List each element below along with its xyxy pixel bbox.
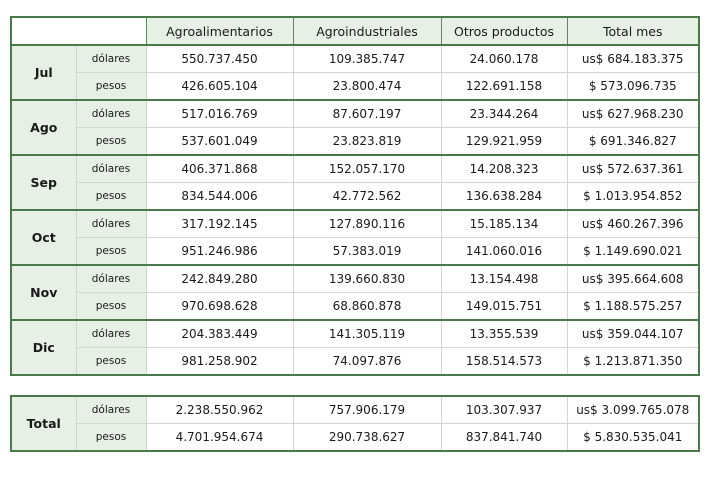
table-row	[11, 293, 699, 321]
total-pesos-row	[11, 424, 699, 452]
table-row	[11, 238, 699, 266]
monthly-exports-table	[10, 16, 700, 376]
cell-dolares-agroindustriales: 139.660.830	[293, 265, 441, 293]
cell-pesos-agroindustriales: 42.772.562	[293, 183, 441, 211]
cell-pesos-otros: 122.691.158	[441, 73, 567, 101]
cell-pesos-total: $ 1.188.575.257	[567, 293, 699, 321]
total-dolares-agroalimentarios: 2.238.550.962	[146, 396, 293, 424]
cell-pesos-agroalimentarios: 426.605.104	[146, 73, 293, 101]
currency-label-pesos: pesos	[76, 128, 146, 156]
cell-dolares-agroalimentarios: 406.371.868	[146, 155, 293, 183]
currency-label-dolares: dólares	[76, 320, 146, 348]
cell-pesos-agroalimentarios: 970.698.628	[146, 293, 293, 321]
cell-pesos-otros: 136.638.284	[441, 183, 567, 211]
cell-pesos-agroindustriales: 68.860.878	[293, 293, 441, 321]
currency-label-pesos: pesos	[76, 424, 146, 452]
table-row	[11, 348, 699, 376]
cell-dolares-total: us$ 395.664.608	[567, 265, 699, 293]
total-pesos-agroalimentarios: 4.701.954.674	[146, 424, 293, 452]
cell-pesos-otros: 158.514.573	[441, 348, 567, 376]
cell-dolares-agroindustriales: 109.385.747	[293, 45, 441, 73]
total-dolares-row	[11, 396, 699, 424]
cell-pesos-total: $ 1.213.871.350	[567, 348, 699, 376]
cell-dolares-agroalimentarios: 517.016.769	[146, 100, 293, 128]
cell-dolares-agroalimentarios: 317.192.145	[146, 210, 293, 238]
month-rows	[11, 45, 699, 375]
month-label: Nov	[11, 265, 76, 320]
cell-pesos-agroindustriales: 74.097.876	[293, 348, 441, 376]
cell-pesos-total: $ 573.096.735	[567, 73, 699, 101]
cell-dolares-otros: 23.344.264	[441, 100, 567, 128]
cell-dolares-agroalimentarios: 550.737.450	[146, 45, 293, 73]
cell-pesos-total: $ 691.346.827	[567, 128, 699, 156]
header-row	[11, 17, 699, 45]
cell-pesos-total: $ 1.013.954.852	[567, 183, 699, 211]
total-pesos-otros: 837.841.740	[441, 424, 567, 452]
cell-dolares-otros: 24.060.178	[441, 45, 567, 73]
month-label: Sep	[11, 155, 76, 210]
table-row	[11, 100, 699, 128]
total-dolares-agroindustriales: 757.906.179	[293, 396, 441, 424]
month-label: Jul	[11, 45, 76, 100]
cell-pesos-agroalimentarios: 981.258.902	[146, 348, 293, 376]
cell-pesos-agroalimentarios: 951.246.986	[146, 238, 293, 266]
cell-dolares-agroalimentarios: 242.849.280	[146, 265, 293, 293]
table-row	[11, 155, 699, 183]
cell-dolares-total: us$ 627.968.230	[567, 100, 699, 128]
table-row	[11, 45, 699, 73]
cell-dolares-total: us$ 572.637.361	[567, 155, 699, 183]
cell-pesos-total: $ 1.149.690.021	[567, 238, 699, 266]
cell-dolares-otros: 13.154.498	[441, 265, 567, 293]
currency-label-pesos: pesos	[76, 293, 146, 321]
table-row	[11, 265, 699, 293]
cell-dolares-agroindustriales: 87.607.197	[293, 100, 441, 128]
month-label: Ago	[11, 100, 76, 155]
cell-dolares-agroalimentarios: 204.383.449	[146, 320, 293, 348]
cell-pesos-agroindustriales: 57.383.019	[293, 238, 441, 266]
cell-pesos-otros: 141.060.016	[441, 238, 567, 266]
cell-dolares-total: us$ 359.044.107	[567, 320, 699, 348]
total-label: Total	[11, 396, 76, 451]
table-row	[11, 210, 699, 238]
cell-pesos-otros: 149.015.751	[441, 293, 567, 321]
total-dolares-total: us$ 3.099.765.078	[567, 396, 699, 424]
cell-pesos-agroindustriales: 23.823.819	[293, 128, 441, 156]
header-otros-productos: Otros productos	[441, 17, 567, 45]
currency-label-pesos: pesos	[76, 238, 146, 266]
month-label: Dic	[11, 320, 76, 375]
header-blank-cell	[11, 17, 146, 45]
header-agroalimentarios: Agroalimentarios	[146, 17, 293, 45]
currency-label-dolares: dólares	[76, 210, 146, 238]
cell-pesos-agroalimentarios: 834.544.006	[146, 183, 293, 211]
total-pesos-agroindustriales: 290.738.627	[293, 424, 441, 452]
cell-pesos-otros: 129.921.959	[441, 128, 567, 156]
total-pesos-total: $ 5.830.535.041	[567, 424, 699, 452]
currency-label-pesos: pesos	[76, 73, 146, 101]
cell-dolares-total: us$ 460.267.396	[567, 210, 699, 238]
total-dolares-otros: 103.307.937	[441, 396, 567, 424]
table-row	[11, 128, 699, 156]
header-agroindustriales: Agroindustriales	[293, 17, 441, 45]
currency-label-pesos: pesos	[76, 348, 146, 376]
table-row	[11, 320, 699, 348]
currency-label-dolares: dólares	[76, 45, 146, 73]
currency-label-pesos: pesos	[76, 183, 146, 211]
cell-pesos-agroalimentarios: 537.601.049	[146, 128, 293, 156]
cell-dolares-agroindustriales: 152.057.170	[293, 155, 441, 183]
cell-dolares-agroindustriales: 127.890.116	[293, 210, 441, 238]
currency-label-dolares: dólares	[76, 100, 146, 128]
cell-dolares-otros: 14.208.323	[441, 155, 567, 183]
table-row	[11, 183, 699, 211]
cell-dolares-total: us$ 684.183.375	[567, 45, 699, 73]
totals-table	[10, 395, 700, 452]
header-total-mes: Total mes	[567, 17, 699, 45]
currency-label-dolares: dólares	[76, 396, 146, 424]
cell-pesos-agroindustriales: 23.800.474	[293, 73, 441, 101]
currency-label-dolares: dólares	[76, 155, 146, 183]
month-label: Oct	[11, 210, 76, 265]
cell-dolares-otros: 13.355.539	[441, 320, 567, 348]
currency-label-dolares: dólares	[76, 265, 146, 293]
cell-dolares-otros: 15.185.134	[441, 210, 567, 238]
table-row	[11, 73, 699, 101]
cell-dolares-agroindustriales: 141.305.119	[293, 320, 441, 348]
